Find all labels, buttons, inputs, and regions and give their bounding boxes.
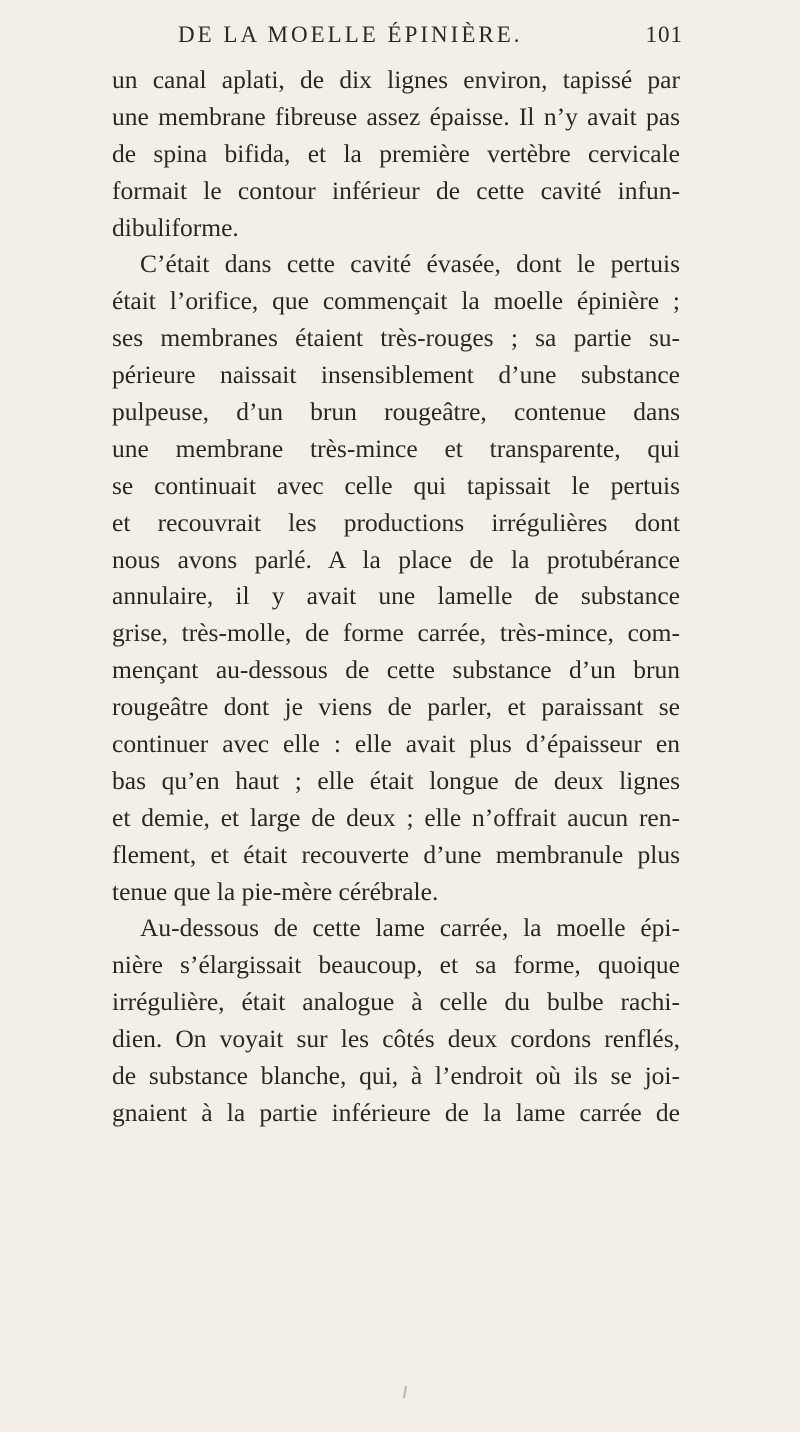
paragraph-start-line: C’était dans cette cavité évasée, dont le pertuis <box>140 249 680 279</box>
text-line: nous avons parlé. A la place de la protubérance <box>112 544 680 574</box>
text-line: dibuliforme. <box>112 212 239 242</box>
paragraph-start-line: Au-dessous de cette lame carrée, la moelle épi- <box>140 913 680 943</box>
page-number: 101 <box>645 22 683 47</box>
text-line: et demie, et large de deux ; elle n’offrait aucun ren- <box>112 802 680 832</box>
text-line: flement, et était recouverte d’une membranule plus <box>112 839 680 869</box>
text-line: de substance blanche, qui, à l’endroit où ils se joi- <box>112 1061 680 1091</box>
text-line: se continuait avec celle qui tapissait le pertuis <box>112 470 680 500</box>
text-line: continuer avec elle : elle avait plus d’épaisseur en <box>112 729 680 759</box>
text-line: formait le contour inférieur de cette cavité infun- <box>112 175 680 205</box>
text-line: annulaire, il y avait une lamelle de substance <box>112 581 680 611</box>
text-line: périeure naissait insensiblement d’une substance <box>112 360 680 390</box>
text-line: une membrane fibreuse assez épaisse. Il n’y avait pas <box>112 101 680 131</box>
running-head <box>178 22 683 62</box>
printer-mark <box>403 1386 407 1398</box>
text-line: gnaient à la partie inférieure de la lame carrée de <box>112 1097 680 1127</box>
text-line: grise, très-molle, de forme carrée, très-mince, com- <box>112 618 680 648</box>
text-line: dien. On voyait sur les côtés deux cordons renflés, <box>112 1024 680 1054</box>
text-line: irrégulière, était analogue à celle du bulbe rachi- <box>112 987 680 1017</box>
text-line: bas qu’en haut ; elle était longue de deux lignes <box>112 765 680 795</box>
text-line: une membrane très-mince et transparente, qui <box>112 433 680 463</box>
text-line: nière s’élargissait beaucoup, et sa forme, quoique <box>112 950 680 980</box>
text-line: rougeâtre dont je viens de parler, et paraissant se <box>112 692 680 722</box>
running-head-title: DE LA MOELLE ÉPINIÈRE. <box>178 22 523 47</box>
text-line: tenue que la pie-mère cérébrale. <box>112 876 439 906</box>
text-line: mençant au-dessous de cette substance d’un brun <box>112 655 680 685</box>
text-line: un canal aplati, de dix lignes environ, tapissé par <box>112 65 680 94</box>
text-line: de spina bifida, et la première vertèbre cervicale <box>112 138 680 168</box>
text-line: ses membranes étaient très-rouges ; sa partie su- <box>112 323 680 353</box>
text-line: pulpeuse, d’un brun rougeâtre, contenue dans <box>112 397 680 427</box>
text-line: était l’orifice, que commençait la moelle épinière ; <box>112 286 680 316</box>
body-text <box>112 62 680 1132</box>
text-line: et recouvrait les productions irrégulières dont <box>112 507 680 537</box>
